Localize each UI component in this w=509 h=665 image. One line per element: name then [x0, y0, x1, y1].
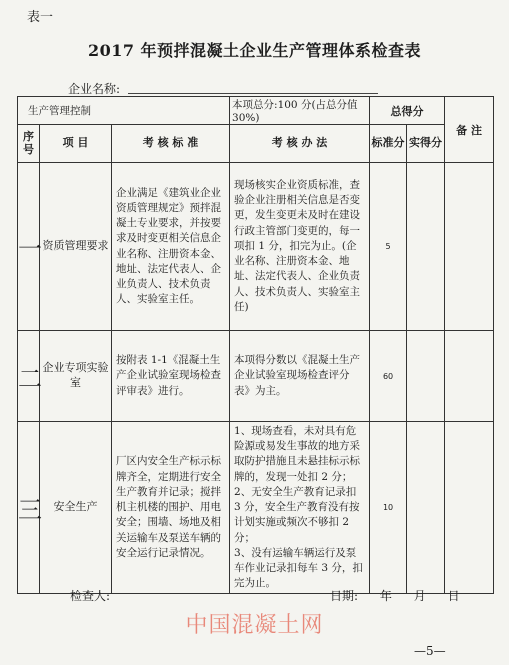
inspection-table	[17, 96, 494, 594]
page-number: —5—	[414, 644, 446, 658]
row-std-score: 60	[370, 331, 407, 422]
col-criteria-header: 考 核 标 准	[112, 125, 230, 163]
total-text: 本项总分:100 分(占总分值 30%)	[232, 99, 358, 124]
row-method: 现场核实企业资质标准，查验企业注册相关信息是否变更，发生变更未及时在建设行政主管部门变更的，每一项扣 1 分，扣完为止。(企业名称、注册资本金、地址、法定代表人、企业负责人、技术负责人、实验室主任)	[230, 163, 370, 331]
row-remarks-field[interactable]	[445, 163, 494, 331]
row-method: 1、现场查看，未对具有危险源或易发生事故的地方采取防护措施且未悬挂标示标牌的，发现一处扣 2 分； 2、无安全生产教育记录扣 3 分，安全生产教育没有按计划实施或频次不够扣 2 分； 3、没有运输车辆运行及泵车作业记录扣每车 3 分，扣完为止。	[230, 422, 370, 594]
row-actual-score-field[interactable]	[407, 331, 445, 422]
row-std-score: 10	[370, 422, 407, 594]
col-std-score-header: 标准分	[370, 125, 407, 163]
row-actual-score-field[interactable]	[407, 422, 445, 594]
inspector-label: 检查人:	[70, 589, 111, 603]
enterprise-name-field[interactable]	[128, 93, 378, 94]
watermark: 中国混凝土网	[185, 613, 324, 638]
year-label: 年	[379, 589, 392, 603]
row-criteria: 按附表 1-1《混凝土生产企业试验室现场检查评审表》进行。	[112, 331, 230, 422]
row-criteria: 厂区内安全生产标示标牌齐全，定期进行安全生产教育并记录；搅拌机主机楼的围护、用电安全；围墙、场地及相关运输车及泵送车辆的安全运行记录情况。	[112, 422, 230, 594]
col-no-header: 序号	[18, 125, 40, 163]
remarks-header: 备 注	[445, 97, 494, 163]
row-actual-score-field[interactable]	[407, 163, 445, 331]
table-row	[18, 422, 494, 594]
total-text-cell	[230, 97, 370, 125]
date-line	[330, 587, 478, 604]
col-method-header: 考 核 办 法	[230, 125, 370, 163]
row-number: 一	[18, 163, 40, 331]
form-label: 表一	[27, 10, 54, 25]
row-criteria: 企业满足《建筑业企业资质管理规定》预拌混凝土专业要求，并按要求及时变更相关信息企业名称、注册资本金、地址、法定代表人、企业负责人、技术负责人、实验室主任。	[112, 163, 230, 331]
row-number: 三	[18, 422, 40, 594]
total-score-header: 总得分	[370, 97, 445, 125]
month-label: 月	[413, 589, 426, 603]
mgmt-control-cell	[18, 97, 230, 125]
row-method: 本项得分数以《混凝土生产企业试验室现场检查评分表》为主。	[230, 331, 370, 422]
enterprise-name-label: 企业名称:	[68, 82, 121, 96]
row-std-score: 5	[370, 163, 407, 331]
col-item-header: 项 目	[40, 125, 112, 163]
table-row	[18, 331, 494, 422]
mgmt-control-label: 生产管理控制	[28, 105, 91, 117]
page-title: 2017 年预拌混凝土企业生产管理体系检查表	[87, 41, 422, 60]
row-remarks-field[interactable]	[445, 422, 494, 594]
date-label: 日期:	[330, 589, 359, 603]
day-label: 日	[447, 589, 460, 603]
col-actual-score-header: 实得分	[407, 125, 445, 163]
row-number: 二	[18, 331, 40, 422]
row-remarks-field[interactable]	[445, 331, 494, 422]
table-row	[18, 163, 494, 331]
row-item: 企业专项实验室	[40, 331, 112, 422]
row-item: 资质管理要求	[40, 163, 112, 331]
row-item: 安全生产	[40, 422, 112, 594]
